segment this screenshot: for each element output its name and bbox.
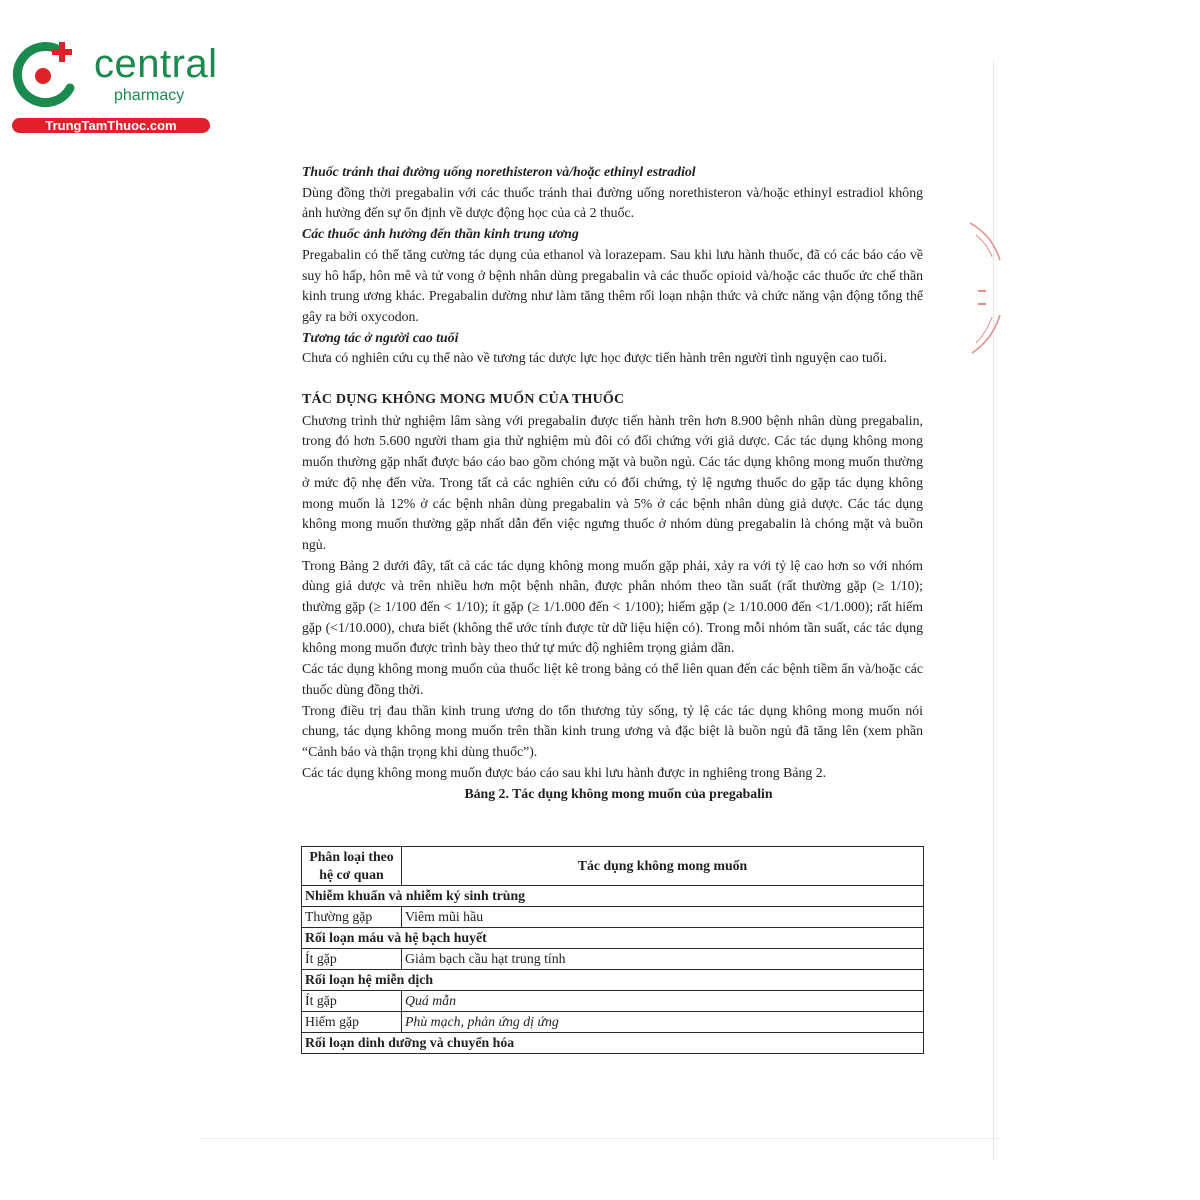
table-caption: Bảng 2. Tác dụng không mong muốn của pregabalin xyxy=(464,786,773,802)
table-row xyxy=(302,949,924,970)
paragraph-clinical-program: Chương trình thử nghiệm lâm sàng với pregabalin được tiến hành trên hơn 8.900 bệnh nhân dùng pregabalin, trong đó hơn 5.600 người tham gia thử nghiệm mù đôi có đối chứng với giả dược. Các tác dụng không mong muốn thường gặp nhất được báo cáo bao gồm chóng mặt và buồn ngủ. Các tác dụng không mong muốn thường ở mức độ nhẹ đến vừa. Trong tất cả các nghiên cứu có đối chứng, tỷ lệ ngưng thuốc do gặp tác dụng không mong muốn là 12% ở các bệnh nhân dùng pregabalin và 5% ở các bệnh nhân dùng giả dược. Các tác dụng không mong muốn thường gặp nhất dẫn đến việc ngưng thuốc ở nhóm dùng pregabalin là chóng mặt và buồn ngủ. xyxy=(302,412,923,552)
table-header-row xyxy=(302,847,924,886)
paragraph-cns-drugs: Pregabalin có thể tăng cường tác dụng của ethanol và lorazepam. Sau khi lưu hành thuốc, đã có các báo cáo về suy hô hấp, hôn mê và tử vong ở bệnh nhân dùng pregabalin và các thuốc opioid và/hoặc các thuốc ức chế thần kinh trung ương khác. Pregabalin dường như làm tăng thêm rối loạn nhận thức và chức năng vận động tổng thể gây ra bởi oxycodon. xyxy=(302,246,923,324)
subsection-title-cns-drugs: Các thuốc ảnh hưởng đến thần kinh trung ương xyxy=(302,226,579,242)
effect-cell: Phù mạch, phản ứng dị ứng xyxy=(402,1012,924,1033)
subsection-title-elderly: Tương tác ở người cao tuổi xyxy=(302,329,459,345)
header-organ-class: Phân loại theo hệ cơ quan xyxy=(302,847,402,886)
paragraph-spinal-cord: Trong điều trị đau thần kinh trung ương do tổn thương tủy sống, tỷ lệ các tác dụng không mong muốn nói chung, tác dụng không mong muốn trên thần kinh trung ương và đặc biệt là buồn ngủ đã tăng lên (xem phần “Cảnh báo và thận trọng khi dùng thuốc”). xyxy=(302,702,923,759)
logo-brand-name: central xyxy=(94,42,218,86)
effect-cell: Giảm bạch cầu hạt trung tính xyxy=(402,949,924,970)
frequency-cell: Ít gặp xyxy=(302,949,402,970)
document-body xyxy=(302,162,923,805)
adverse-effects-table xyxy=(301,846,924,1054)
table-row xyxy=(302,907,924,928)
table-group-row xyxy=(302,970,924,991)
table-group-row xyxy=(302,886,924,907)
table-group-row xyxy=(302,928,924,949)
table-row xyxy=(302,1012,924,1033)
pharmacy-logo-icon xyxy=(10,38,80,108)
group-immune-system: Rối loạn hệ miễn dịch xyxy=(302,970,924,991)
group-infections: Nhiễm khuẩn và nhiễm ký sinh trùng xyxy=(302,886,924,907)
frequency-cell: Hiếm gặp xyxy=(302,1012,402,1033)
frequency-cell: Thường gặp xyxy=(302,907,402,928)
paragraph-elderly: Chưa có nghiên cứu cụ thể nào về tương tác dược lực học được tiến hành trên người tình nguyện cao tuổi. xyxy=(302,350,887,366)
effect-cell: Quá mẫn xyxy=(402,991,924,1012)
paragraph-frequency-groups: Trong Bảng 2 dưới đây, tất cả các tác dụng không mong muốn gặp phải, xảy ra với tỷ lệ cao hơn so với nhóm dùng giả dược và trên nhiều hơn một bệnh nhân, được phân nhóm theo tần suất (rất thường gặp (≥ 1/10); thường gặp (≥ 1/100 đến < 1/10); ít gặp (≥ 1/1.000 đến < 1/100); hiếm gặp (≥ 1/10.000 đến <1/1.000); rất hiếm gặp (<1/10.000), chưa biết (không thể ước tính được từ dữ liệu hiện có). Trong mỗi nhóm tần suất, các tác dụng không mong muốn được trình bày theo thứ tự mức độ nghiêm trọng giảm dần. xyxy=(302,557,923,656)
frequency-cell: Ít gặp xyxy=(302,991,402,1012)
logo-url[interactable]: TrungTamThuoc.com xyxy=(45,118,177,133)
table-row xyxy=(302,991,924,1012)
table-group-row xyxy=(302,1033,924,1054)
brand-logo[interactable] xyxy=(10,38,218,136)
section-title-adverse-effects: TÁC DỤNG KHÔNG MONG MUỐN CỦA THUỐC xyxy=(302,392,625,408)
paragraph-contraceptives: Dùng đồng thời pregabalin với các thuốc tránh thai đường uống norethisteron và/hoặc ethinyl estradiol không ảnh hưởng đến sự ổn định về dược động học của cả 2 thuốc. xyxy=(302,184,923,221)
stamp-fragment-icon xyxy=(962,215,1012,365)
paragraph-post-marketing: Các tác dụng không mong muốn được báo cáo sau khi lưu hành được in nghiêng trong Bảng 2. xyxy=(302,764,827,780)
subsection-title-contraceptives: Thuốc tránh thai đường uống norethisteron và/hoặc ethinyl estradiol xyxy=(302,164,696,179)
header-adverse-effect: Tác dụng không mong muốn xyxy=(402,847,924,886)
group-blood-lymphatic: Rối loạn máu và hệ bạch huyết xyxy=(302,928,924,949)
effect-cell: Viêm mũi hầu xyxy=(402,907,924,928)
paragraph-underlying-disease: Các tác dụng không mong muốn của thuốc liệt kê trong bảng có thể liên quan đến các bệnh tiềm ẩn và/hoặc các thuốc dùng đồng thời. xyxy=(302,661,923,697)
group-metabolism: Rối loạn dinh dưỡng và chuyển hóa xyxy=(302,1033,924,1054)
logo-tagline: pharmacy xyxy=(114,87,185,104)
page-edge-bottom xyxy=(200,1138,1000,1139)
